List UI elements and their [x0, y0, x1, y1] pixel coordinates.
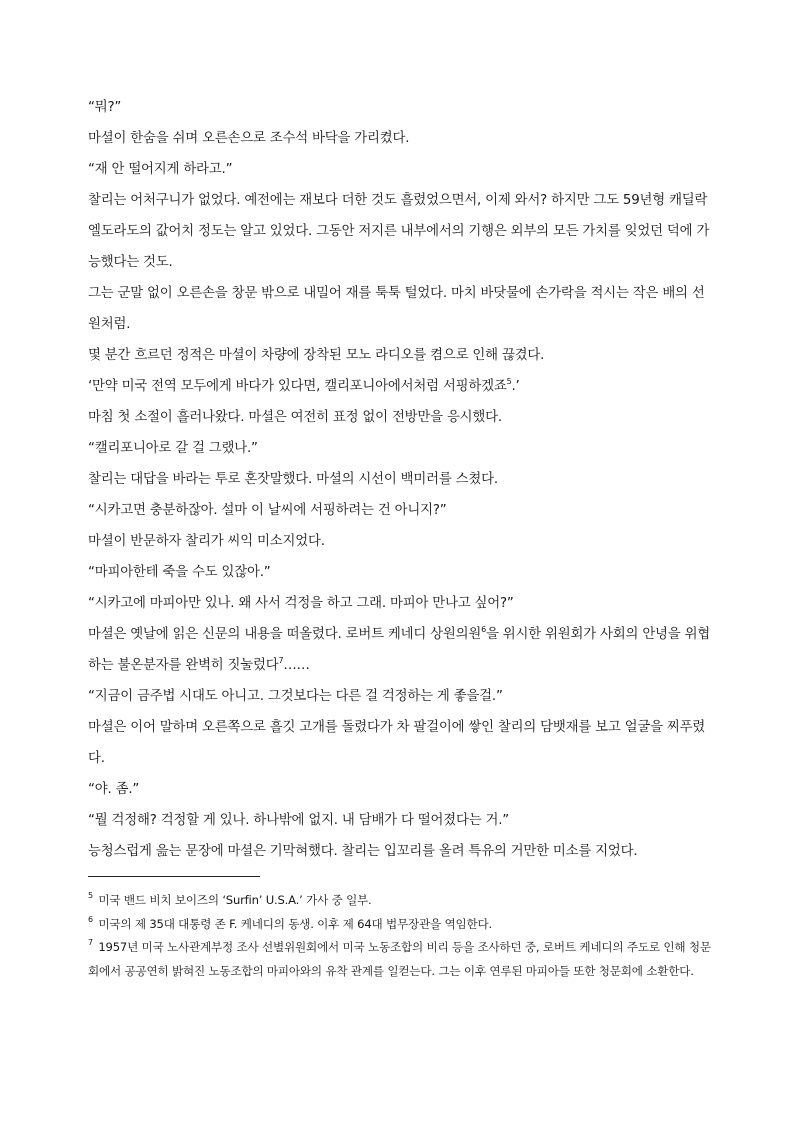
footnote-text: 미국의 제 35대 대통령 존 F. 케네디의 동생. 이후 제 64대 법무장관을 역임한다.: [94, 916, 492, 931]
footnote-text: 1957년 미국 노사관계부정 조사 선별위원회에서 미국 노동조합의 비리 등을 조사하던 중, 로버트 케네디의 주도로 인해 청문회에서 공공연히 밝혀진 노동조합의 마피아와의 유착 관계를 일컫는다. 그는 이후 연루된 마피아들 또한 청문회에 소환한다.: [88, 940, 711, 978]
lyric-text: ‘만약 미국 전역 모두에게 바다가 있다면, 캘리포니아에서처럼 서핑하겠죠: [88, 379, 507, 394]
paragraph: [88, 371, 713, 402]
paragraph: “시카고면 충분하잖아. 설마 이 날씨에 서핑하려는 건 아니지?”: [88, 503, 447, 518]
footnote-number: 5: [88, 891, 93, 901]
paragraph: 마셜이 반문하자 찰리가 씨익 미소지었다.: [88, 534, 325, 549]
paragraph: 찰리는 어처구니가 없었다. 예전에는 재보다 더한 것도 흘렸었으면서, 이제 와서? 하지만 그도 59년형 캐딜락 엘도라도의 값어치 정도는 알고 있었다. 그동안 저지른 내부에서의 기행은 외부의 모든 가치를 잊었던 덕에 가능했다는 것도.: [88, 193, 710, 270]
paragraph: 몇 분간 흐르던 정적은 마셜이 차량에 장착된 모노 라디오를 켬으로 인해 끊겼다.: [88, 348, 545, 363]
lyric-end: .’: [511, 379, 520, 394]
footnote-number: 7: [88, 938, 93, 948]
paragraph: “재 안 떨어지게 하라고.”: [88, 162, 233, 177]
paragraph: “뭐?”: [88, 100, 122, 115]
paragraph: 마셜이 한숨을 쉬며 오른손으로 조수석 바닥을 가리켰다.: [88, 131, 410, 146]
footnote-number: 6: [88, 914, 93, 924]
paragraph: 찰리는 대답을 바라는 투로 혼잣말했다. 마셜의 시선이 백미러를 스쳤다.: [88, 472, 498, 487]
footnote-divider: [88, 876, 260, 877]
paragraph: 마셜은 이어 말하며 오른쪽으로 흘깃 고개를 돌렸다가 차 팔걸이에 쌓인 찰리의 담뱃재를 보고 얼굴을 찌푸렸다.: [88, 720, 706, 766]
paragraph: “시카고에 마피아만 있나. 왜 사서 걱정을 하고 그래. 마피아 만나고 싶어?”: [88, 596, 514, 611]
paragraph: [88, 619, 713, 681]
document-page: [88, 92, 713, 983]
paragraph: 능청스럽게 읊는 문장에 마셜은 기막혀했다. 찰리는 입꼬리를 올려 특유의 거만한 미소를 지었다.: [88, 844, 638, 859]
footnote-ref-6[interactable]: 6: [481, 624, 486, 634]
footnote-ref-5[interactable]: 5: [506, 376, 512, 386]
paragraph-text: 을 위시한 위원회가 사회의 안녕을 위협하는 불온분자를 완벽히 짓눌렀다: [88, 627, 711, 673]
ellipsis: ……: [283, 658, 310, 673]
paragraph: “야. 좀.”: [88, 782, 140, 797]
paragraph: 그는 군말 없이 오른손을 창문 밖으로 내밀어 재를 툭툭 털었다. 마치 바닷물에 손가락을 적시는 작은 배의 선원처럼.: [88, 286, 705, 332]
footnote-7: [88, 936, 713, 983]
paragraph: 마침 첫 소절이 흘러나왔다. 마셜은 여전히 표정 없이 전방만을 응시했다.: [88, 410, 502, 425]
footnote-6: [88, 913, 713, 937]
paragraph: “캘리포니아로 갈 걸 그랬나.”: [88, 441, 258, 456]
footnote-5: [88, 889, 713, 913]
paragraph-text: 마셜은 옛날에 읽은 신문의 내용을 떠올렸다. 로버트 케네디 상원의원: [88, 627, 482, 642]
footnote-text: 미국 밴드 비치 보이즈의 ‘Surfin’ U.S.A.’ 가사 중 일부.: [94, 893, 372, 907]
paragraph: “지금이 금주법 시대도 아니고. 그것보다는 다른 걸 걱정하는 게 좋을걸.”: [88, 689, 503, 704]
paragraph: “마피아한테 죽을 수도 있잖아.”: [88, 565, 271, 580]
paragraph: “뭘 걱정해? 걱정할 게 있나. 하나밖에 없지. 내 담배가 다 떨어졌다는 거.”: [88, 813, 510, 828]
footnote-ref-7[interactable]: 7: [278, 655, 284, 665]
